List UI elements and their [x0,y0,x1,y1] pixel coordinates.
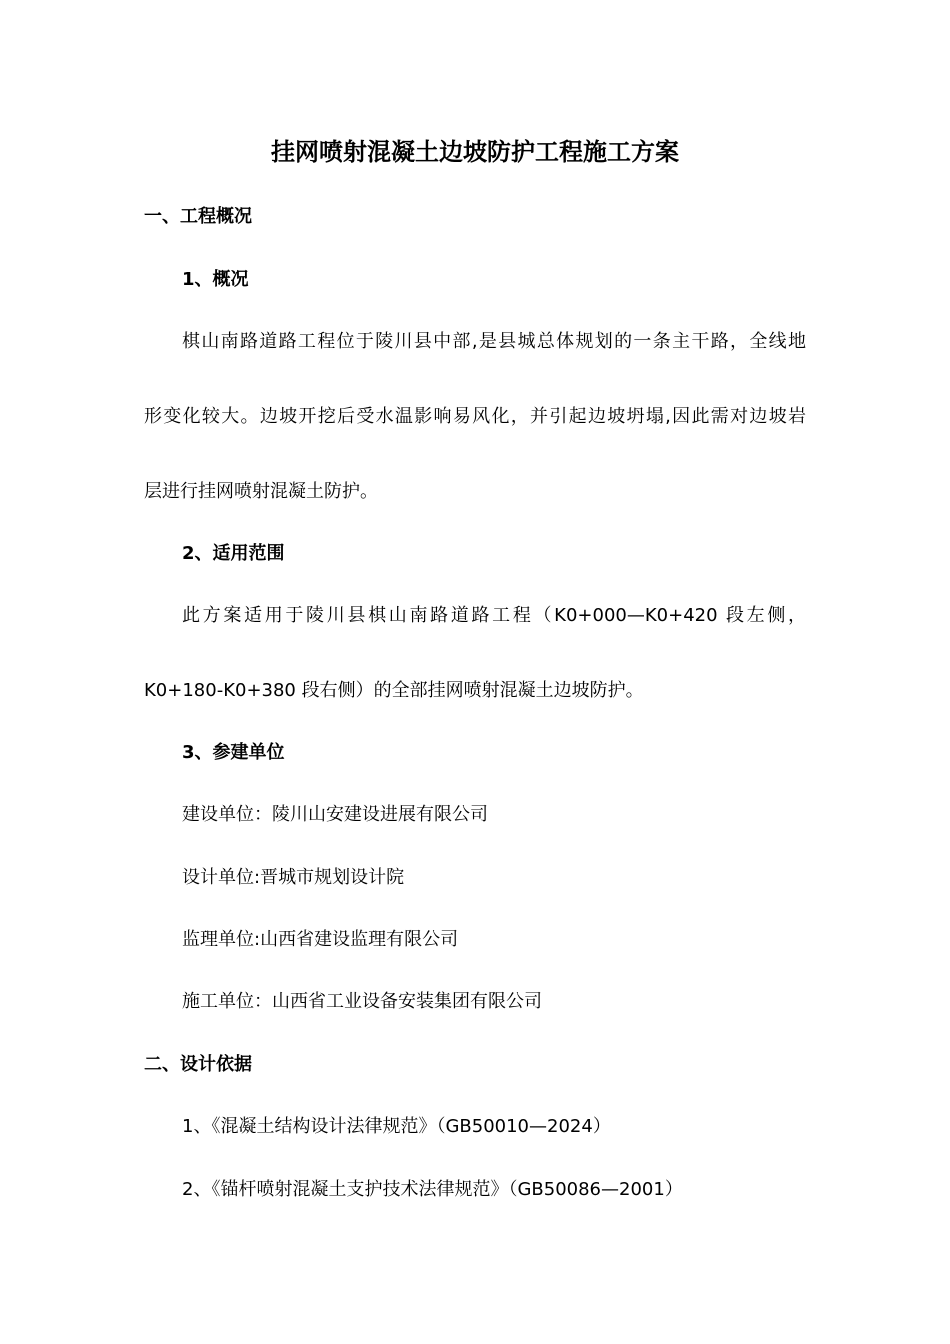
subsection-heading-scope: 2、适用范围 [182,543,285,564]
scope-paragraph-line-2: K0+180-K0+380 段右侧）的全部挂网喷射混凝土边坡防护。 [144,680,644,701]
overview-paragraph-line-1: 棋山南路道路工程位于陵川县中部,是县城总体规划的一条主干路，全线地 [182,331,806,352]
section-heading-design-basis: 二、设计依据 [144,1054,252,1075]
unit-contractor: 施工单位：山西省工业设备安装集团有限公司 [182,991,542,1012]
unit-supervisor: 监理单位:山西省建设监理有限公司 [182,929,459,950]
unit-owner: 建设单位：陵川山安建设进展有限公司 [182,804,488,825]
overview-paragraph-line-3: 层进行挂网喷射混凝土防护。 [144,481,378,502]
subsection-heading-overview: 1、概况 [182,269,249,290]
overview-paragraph-line-2: 形变化较大。边坡开挖后受水温影响易风化，并引起边坡坍塌,因此需对边坡岩 [144,406,806,427]
subsection-heading-participants: 3、参建单位 [182,742,285,763]
section-heading-overview: 一、工程概况 [144,206,252,227]
document-title: 挂网喷射混凝土边坡防护工程施工方案 [271,138,679,166]
scope-paragraph-line-1: 此方案适用于陵川县棋山南路道路工程（K0+000—K0+420 段左侧， [182,605,806,626]
reference-item-2: 2、《锚杆喷射混凝土支护技术法律规范》（GB50086—2001） [182,1179,683,1200]
unit-designer: 设计单位:晋城市规划设计院 [182,867,405,888]
reference-item-1: 1、《混凝土结构设计法律规范》（GB50010—2024） [182,1116,611,1137]
